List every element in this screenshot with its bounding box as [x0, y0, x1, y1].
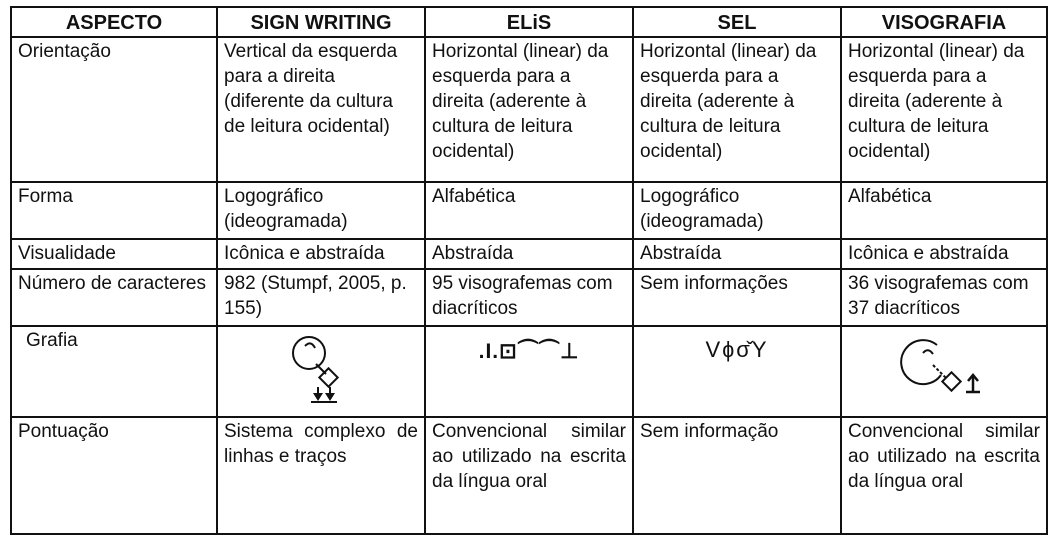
elis-cell: Horizontal (linear) da esquerda para a direita (aderente à cultura de leitura ocidental) — [425, 37, 633, 182]
sign-writing-cell: Logográfico (ideogramada) — [217, 182, 425, 239]
sign-writing-symbol-icon — [281, 331, 361, 409]
table-row — [11, 326, 1047, 417]
aspect-cell: Visualidade — [11, 239, 217, 269]
header-sel: SEL — [633, 7, 841, 37]
aspect-cell: Orientação — [11, 37, 217, 182]
aspect-cell: Grafia — [11, 326, 217, 417]
visografia-cell: Convencional similar ao utilizado na escrita da língua oral — [841, 417, 1047, 534]
sel-glyph-cell — [633, 326, 841, 417]
sign-writing-cell: 982 (Stumpf, 2005, p. 155) — [217, 269, 425, 326]
header-visografia: VISOGRAFIA — [841, 7, 1047, 37]
visografia-cell: 36 visografemas com 37 diacríticos — [841, 269, 1047, 326]
elis-glyph-cell — [425, 326, 633, 417]
sel-cell: Logográfico (ideogramada) — [633, 182, 841, 239]
elis-glyph-text: .I.⊡⏜⏜⊥ — [478, 340, 580, 363]
aspect-cell: Forma — [11, 182, 217, 239]
sel-cell: Sem informação — [633, 417, 841, 534]
comparison-table — [10, 6, 1048, 535]
visografia-glyph-cell — [841, 326, 1047, 417]
table-row — [11, 239, 1047, 269]
header-sign-writing: SIGN WRITING — [217, 7, 425, 37]
aspect-cell: Número de caracteres — [11, 269, 217, 326]
elis-cell: Alfabética — [425, 182, 633, 239]
sel-cell: Horizontal (linear) da esquerda para a direita (aderente à cultura de leitura ocidental) — [633, 37, 841, 182]
elis-cell: Convencional similar ao utilizado na escrita da língua oral — [425, 417, 633, 534]
elis-cell: Abstraída — [425, 239, 633, 269]
sel-cell: Abstraída — [633, 239, 841, 269]
header-elis: ELiS — [425, 7, 633, 37]
sel-cell: Sem informações — [633, 269, 841, 326]
sign-writing-cell: Vertical da esquerda para a direita (diferente da cultura de leitura ocidental) — [217, 37, 425, 182]
table-row — [11, 417, 1047, 534]
sign-writing-glyph-cell — [217, 326, 425, 417]
table-row — [11, 37, 1047, 182]
visografia-cell: Alfabética — [841, 182, 1047, 239]
visografia-cell: Horizontal (linear) da esquerda para a direita (aderente à cultura de leitura ocidental) — [841, 37, 1047, 182]
table-row — [11, 269, 1047, 326]
table-row — [11, 182, 1047, 239]
visografia-cell: Icônica e abstraída — [841, 239, 1047, 269]
sign-writing-cell: Icônica e abstraída — [217, 239, 425, 269]
visografia-symbol-icon — [889, 331, 999, 403]
sel-glyph-text: Vɸσ̌Y — [705, 337, 769, 362]
elis-cell: 95 visografemas com diacríticos — [425, 269, 633, 326]
aspect-cell: Pontuação — [11, 417, 217, 534]
header-row — [11, 7, 1047, 37]
header-aspecto: ASPECTO — [11, 7, 217, 37]
sign-writing-cell: Sistema complexo de linhas e traços — [217, 417, 425, 534]
